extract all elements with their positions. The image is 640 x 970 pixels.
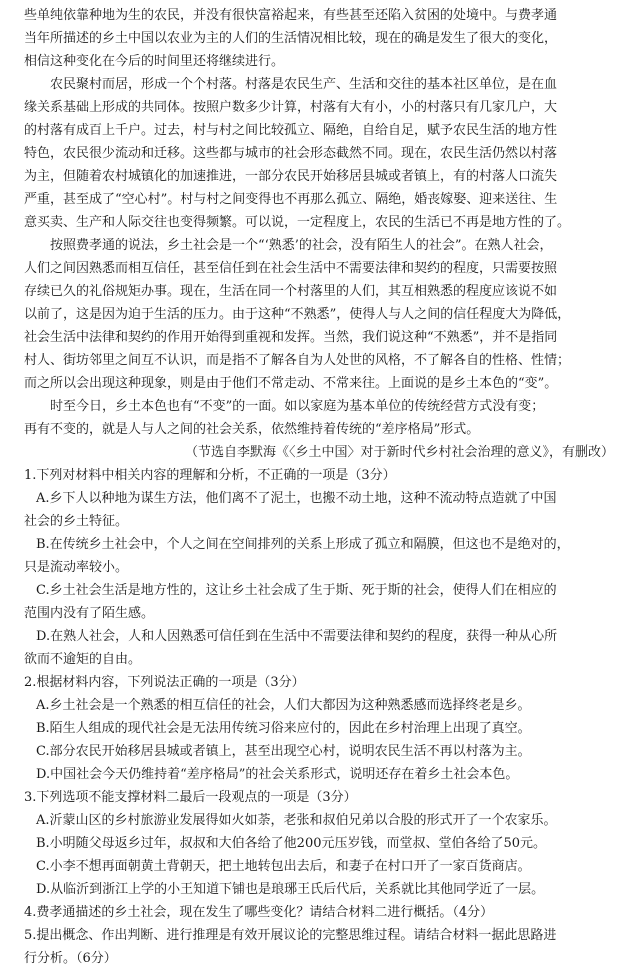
passage-line: 为主，但随着农村城镇化的加速推进，一部分农民开始移居县城或者镇上，有的村落人口流失 bbox=[24, 169, 558, 184]
option-c: C.乡土社会生活是地方性的，这让乡土社会成了生于斯、死于斯的社会，使得人们在相应的 bbox=[36, 583, 557, 598]
passage-line: 意买卖、生产和人际交往也变得频繁。可以说，一定程度上，农民的生活已不再是地方性的了。 bbox=[24, 215, 571, 230]
question-4 bbox=[24, 901, 624, 924]
option-c: C.小李不想再面朝黄土背朝天，把土地转包出去后，和妻子在村口开了一家百货商店。 bbox=[36, 859, 531, 874]
option-b: B.陌生人组成的现代社会是无法用传统习俗来应付的，因此在乡村治理上出现了真空。 bbox=[36, 721, 531, 736]
passage-source: （节选自李默海《〈乡土中国〉对于新时代乡村社会治理的意义》，有删改） bbox=[184, 445, 614, 460]
question-2 bbox=[24, 671, 624, 786]
option-b-cont: 只是流动率较小。 bbox=[24, 560, 129, 575]
passage-line: 按照费孝通的说法，乡土社会是一个“‘熟悉’的社会，没有陌生人的社会”。在熟人社会， bbox=[50, 238, 553, 253]
question-stem: 1.下列对材料中相关内容的理解和分析，不正确的一项是（3分） bbox=[24, 468, 396, 483]
passage bbox=[24, 4, 624, 464]
option-d: D.从临沂到浙江上学的小王知道下铺也是琅琊王氏后代后，关系就比其他同学近了一层。 bbox=[36, 882, 545, 897]
passage-line: 当年所描述的乡土中国以农业为主的人们的生活情况相比较，现在的确是发生了很大的变化， bbox=[24, 31, 558, 46]
question-3 bbox=[24, 786, 624, 901]
option-a: A.乡下人以种地为谋生方法，他们离不了泥土，也搬不动土地，这种不流动特点造就了中国 bbox=[36, 491, 557, 506]
option-c: C.部分农民开始移居县城或者镇上，甚至出现空心村，说明农民生活不再以村落为主。 bbox=[36, 744, 531, 759]
passage-line: 存续已久的礼俗规矩办事。现在，生活在同一个村落里的人们，其互相熟悉的程度应该说不如 bbox=[24, 284, 558, 299]
passage-line: 些单纯依靠种地为生的农民，并没有很快富裕起来，有些甚至还陷入贫困的处境中。与费孝通 bbox=[24, 8, 558, 23]
passage-line: 而之所以会出现这种现象，则是由于他们不常走动、不常来往。上面说的是乡土本色的“变”。 bbox=[24, 376, 558, 391]
passage-line: 村人、街坊邻里之间互不认识，而是指不了解各自为人处世的风格，不了解各自的性格、性情； bbox=[24, 353, 571, 368]
passage-line: 时至今日，乡土本色也有“不变”的一面。如以家庭为基本单位的传统经营方式没有变； bbox=[50, 399, 545, 414]
option-a: A.乡土社会是一个熟悉的相互信任的社会，人们大都因为这种熟悉感而选择终老是乡。 bbox=[36, 698, 531, 713]
passage-line: 以前了，这是因为迫于生活的压力。由于这种“不熟悉”，使得人与人之间的信任程度大为降低， bbox=[24, 307, 571, 322]
passage-line: 相信这种变化在今后的时间里还将继续进行。 bbox=[24, 54, 285, 69]
passage-line: 缘关系基础上形成的共同体。按照户数多少计算，村落有大有小，小的村落只有几家几户，大 bbox=[24, 100, 558, 115]
question-5 bbox=[24, 924, 624, 970]
option-a-cont: 社会的乡土特征。 bbox=[24, 514, 129, 529]
question-1 bbox=[24, 464, 624, 671]
passage-line: 人们之间因熟悉而相互信任，甚至信任到在社会生活中不需要法律和契约的程度，只需要按照 bbox=[24, 261, 558, 276]
passage-line: 再有不变的，就是人与人之间的社会关系，依然维持着传统的“差序格局”形式。 bbox=[24, 422, 480, 437]
passage-line: 的村落有成百上千户。过去，村与村之间比较孤立、隔绝，自给自足，赋予农民生活的地方性 bbox=[24, 123, 558, 138]
passage-line: 农民聚村而居，形成一个个村落。村落是农民生产、生活和交往的基本社区单位，是在血 bbox=[50, 77, 558, 92]
passage-line: 严重，甚至成了“空心村”。村与村之间变得也不再那么孤立、隔绝，婚丧嫁娶、迎来送往、生 bbox=[24, 192, 558, 207]
question-stem-cont: 行分析。（6分） bbox=[24, 951, 117, 966]
option-a: A.沂蒙山区的乡村旅游业发展得如火如荼，老张和叔伯兄弟以合股的形式开了一个农家乐。 bbox=[36, 813, 557, 828]
option-c-cont: 范围内没有了陌生感。 bbox=[24, 606, 155, 621]
option-d: D.在熟人社会，人和人因熟悉可信任到在生活中不需要法律和契约的程度，获得一种从心所 bbox=[36, 629, 558, 644]
question-stem: 2.根据材料内容，下列说法正确的一项是（3分） bbox=[24, 675, 305, 690]
passage-line: 社会生活中法律和契约的作用开始得到重视和发挥。当然，我们说这种“不熟悉”，并不是指同 bbox=[24, 330, 558, 345]
option-d: D.中国社会今天仍维持着“差序格局”的社会关系形式，说明还存在着乡土社会本色。 bbox=[36, 767, 519, 782]
passage-line: 特色，农民很少流动和迁移。这些都与城市的社会形态截然不同。现在，农民生活仍然以村落 bbox=[24, 146, 558, 161]
option-b: B.在传统乡土社会中，个人之间在空间排列的关系上形成了孤立和隔膜，但这也不是绝对的， bbox=[36, 537, 570, 552]
option-d-cont: 欲而不逾矩的自由。 bbox=[24, 652, 142, 667]
question-stem: 3.下列选项不能支撑材料二最后一段观点的一项是（3分） bbox=[24, 790, 357, 805]
question-stem: 4.费孝通描述的乡土社会，现在发生了哪些变化？请结合材料二进行概括。（4分） bbox=[24, 905, 494, 920]
option-b: B.小明随父母返乡过年，叔叔和大伯各给了他200元压岁钱，而堂叔、堂伯各给了50元。 bbox=[36, 836, 547, 851]
question-stem: 5.提出概念、作出判断、进行推理是有效开展议论的完整思维过程。请结合材料一据此思路进 bbox=[24, 928, 557, 943]
